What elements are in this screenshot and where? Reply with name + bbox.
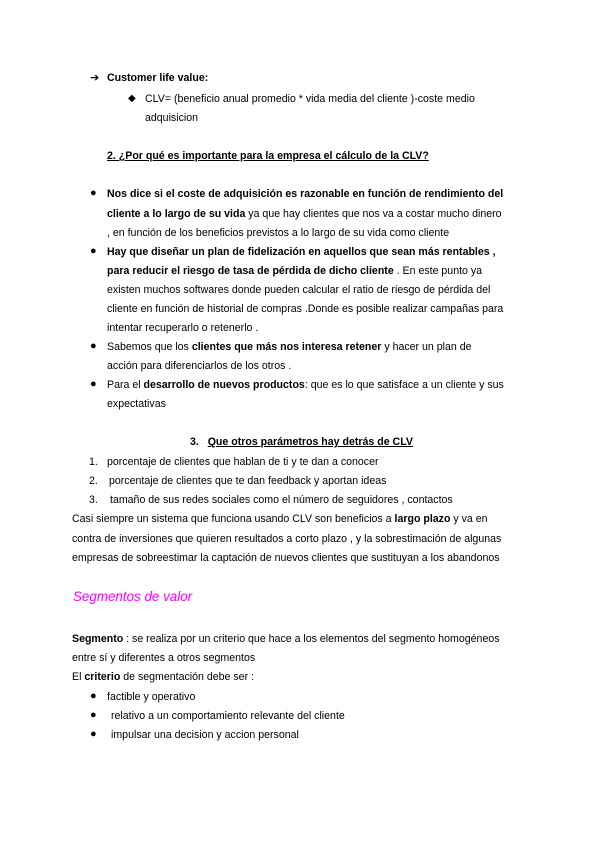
s2-item1-line2: cliente a lo largo de su vida ya que hay clientes que nos va a costar mucho dinero bbox=[107, 208, 502, 220]
bullet-icon: ● bbox=[90, 709, 97, 721]
s2-item2-line4: cliente en función de historial de compras .Donde es posible realizar campañas para bbox=[107, 303, 504, 315]
s2-item2-line3: existen muchos softwares donde pueden calcular el ratio de riesgo de pérdida del bbox=[107, 284, 491, 296]
s2-item2-line2: para reducir el riesgo de tasa de pérdida de dicho cliente . En este punto ya bbox=[107, 265, 483, 277]
s3-paragraph-line1: Casi siempre un sistema que funciona usando CLV son beneficios a largo plazo y va en bbox=[72, 513, 488, 525]
s3-list-item-3: tamaño de sus redes sociales como el número de seguidores , contactos bbox=[110, 494, 453, 506]
clv-formula-line-1: CLV= (beneficio anual promedio * vida media del cliente )-coste medio bbox=[145, 93, 475, 105]
s2-item3-line2: acción para diferenciarlos de los otros . bbox=[107, 360, 292, 372]
s2-item1-line3: , en función de los beneficios previstos a lo largo de su vida como cliente bbox=[107, 227, 450, 239]
s3-list-number-3: 3. bbox=[89, 494, 98, 506]
criterio-item-2: relativo a un comportamiento relevante del cliente bbox=[111, 710, 345, 722]
segmento-def-line2: entre sí y diferentes a otros segmentos bbox=[72, 652, 256, 664]
section-2-heading: 2. ¿Por qué es importante para la empresa el cálculo de la CLV? bbox=[107, 150, 429, 162]
s3-paragraph-line3: empresas de sobreestimar la captación de nuevos clientes que sustituyan a los abandonos bbox=[72, 552, 500, 564]
s3-list-item-2: porcentaje de clientes que te dan feedback y aportan ideas bbox=[109, 475, 387, 487]
criterio-item-1: factible y operativo bbox=[107, 691, 196, 703]
arrow-bullet-icon: ➔ bbox=[90, 72, 100, 84]
segmento-def-line1: Segmento : se realiza por un criterio que hace a los elementos del segmento homogéneos bbox=[72, 633, 500, 645]
bullet-icon: ● bbox=[90, 340, 97, 352]
s2-item3-line1: Sabemos que los clientes que más nos interesa retener y hacer un plan de bbox=[107, 341, 472, 353]
s2-item2-line5: intentar recuperarlo o retenerlo . bbox=[107, 322, 259, 334]
s3-list-item-1: porcentaje de clientes que hablan de ti y te dan a conocer bbox=[107, 456, 379, 468]
bullet-icon: ● bbox=[90, 378, 97, 390]
bullet-icon: ● bbox=[90, 245, 97, 257]
bullet-icon: ● bbox=[90, 187, 97, 199]
s2-item1-line1: Nos dice si el coste de adquisición es razonable en función de rendimiento del bbox=[107, 188, 504, 200]
section-3-heading: 3. Que otros parámetros hay detrás de CLV bbox=[190, 436, 413, 448]
segmentos-heading: Segmentos de valor bbox=[73, 589, 193, 604]
bullet-icon: ● bbox=[90, 728, 97, 740]
criterio-line: El criterio de segmentación debe ser : bbox=[72, 671, 254, 683]
s3-list-number-2: 2. bbox=[89, 475, 98, 487]
clv-formula-line-2: adquisicion bbox=[145, 112, 199, 124]
s3-list-number-1: 1. bbox=[89, 456, 98, 468]
s2-item4-line1: Para el desarrollo de nuevos productos: que es lo que satisface a un cliente y sus bbox=[107, 379, 504, 391]
clv-heading: Customer life value: bbox=[107, 72, 209, 84]
bullet-icon: ● bbox=[90, 690, 97, 702]
criterio-item-3: impulsar una decision y accion personal bbox=[111, 729, 299, 741]
diamond-bullet-icon: ◆ bbox=[128, 93, 136, 104]
s2-item2-line1: Hay que diseñar un plan de fidelización en aquellos que sean más rentables , bbox=[107, 246, 496, 258]
s3-paragraph-line2: contra de inversiones que quieren resultados a corto plazo , y la sobrestimación de algunas bbox=[72, 533, 502, 545]
s2-item4-line2: expectativas bbox=[107, 398, 166, 410]
